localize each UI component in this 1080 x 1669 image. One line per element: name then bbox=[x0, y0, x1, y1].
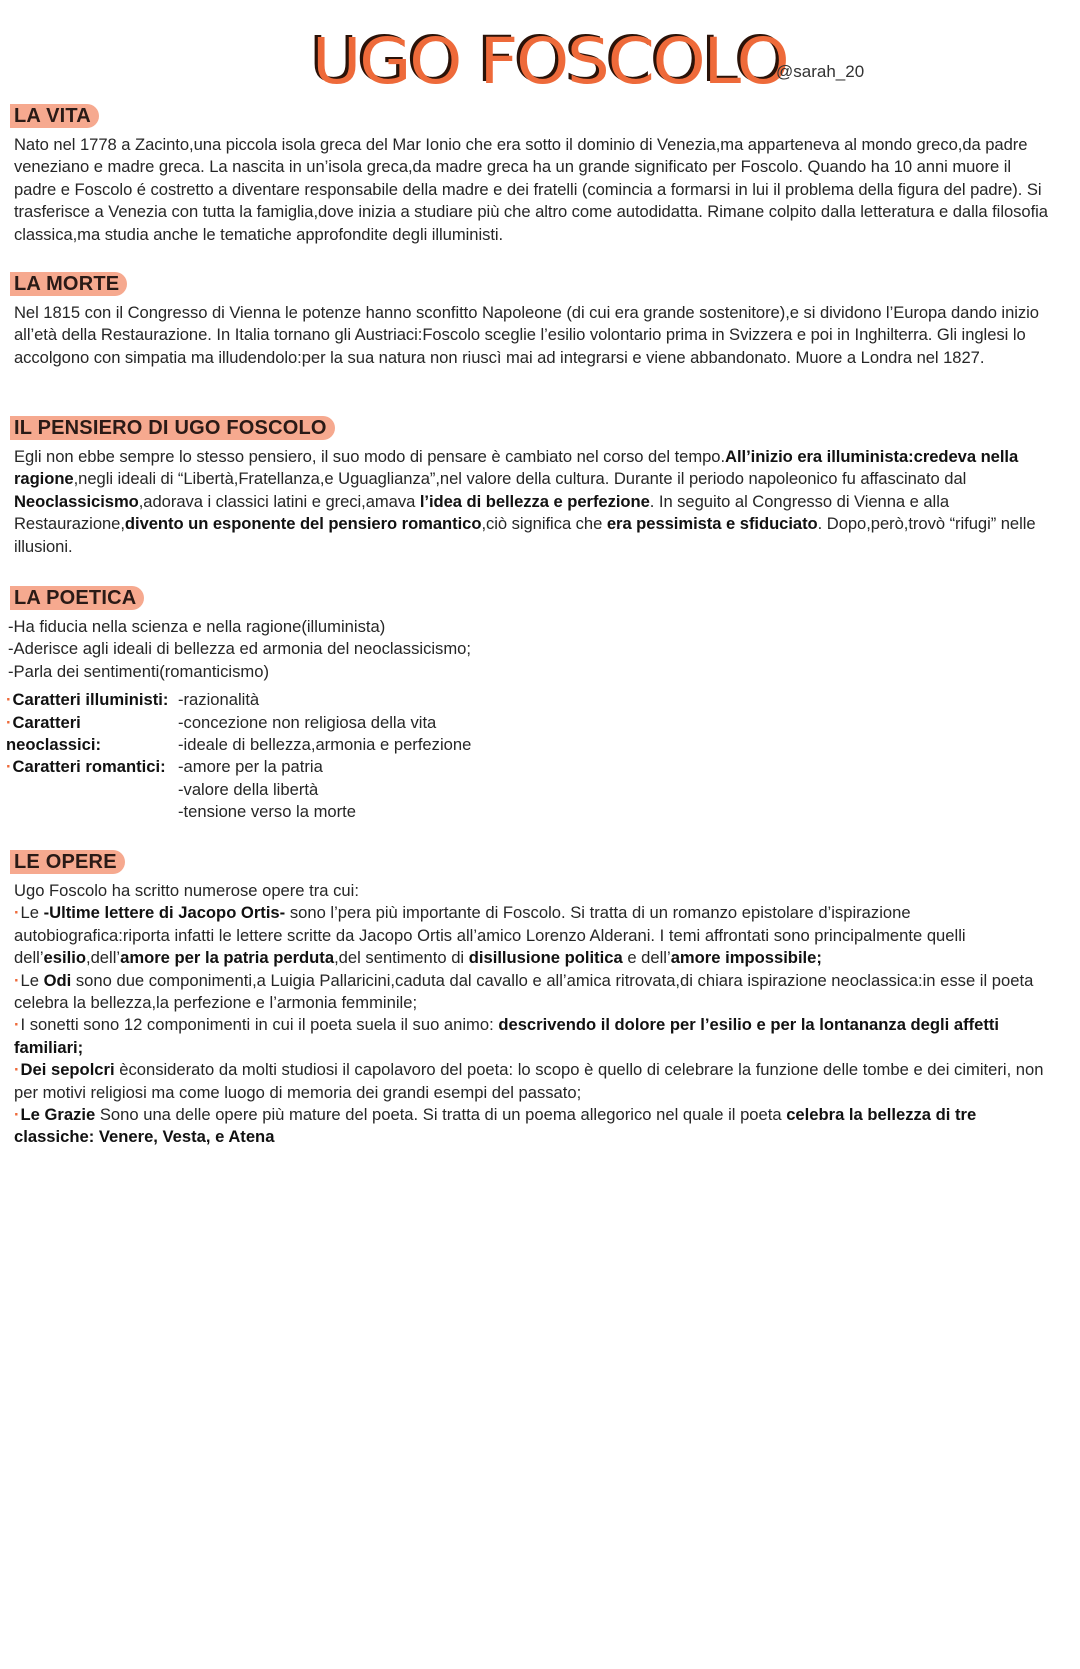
opere-intro: Ugo Foscolo ha scritto numerose opere tra cui: bbox=[14, 881, 359, 900]
poetica-lines bbox=[8, 616, 1080, 683]
section-heading-morte: LA MORTE bbox=[10, 272, 127, 296]
page-title: UGO FOSCOLO bbox=[312, 25, 788, 98]
bullet-dot-icon: · bbox=[14, 1105, 20, 1125]
trait-row-illuministi bbox=[6, 689, 1080, 711]
trait-row-neoclassici bbox=[6, 712, 1080, 757]
trait-value: -amore per la patria bbox=[178, 757, 323, 777]
pensiero-text: Egli non ebbe sempre lo stesso pensiero, il suo modo di pensare è cambiato nel corso del tempo. bbox=[14, 447, 726, 466]
vita-paragraph: Nato nel 1778 a Zacinto,una piccola isola greca del Mar Ionio che era sotto il dominio di Venezia,ma apparteneva al mondo greco,da padre veneziano e madre greca. La nascita in un’isola greca,da madre greca ha un grande significato per Foscolo. Quando ha 10 anni muore il padre e Foscolo é costretto a diventare responsabile della madre e dei fratelli (comincia a formarsi in lui il problema della figura del padre). Si trasferisce a Venezia con tutta la famiglia,dove inizia a studiare più che altro come autodidatta. Rimane colpito dalla letteratura e dalla filosofia classica,ma studia anche le tematiche approfondite degli illuministi. bbox=[14, 135, 1048, 244]
header bbox=[0, 22, 1080, 102]
traits-list bbox=[6, 689, 1080, 823]
bullet-dot-icon: · bbox=[6, 712, 12, 732]
section-heading-vita: LA VITA bbox=[10, 104, 99, 128]
bullet-dot-icon: · bbox=[6, 757, 12, 777]
pensiero-text: ,adorava i classici latini e greci,amava bbox=[138, 491, 420, 511]
pensiero-paragraph bbox=[14, 446, 1054, 558]
bullet-dot-icon: · bbox=[14, 903, 20, 923]
pensiero-emphasis: era pessimista e sfiduciato bbox=[606, 514, 818, 534]
trait-value: -ideale di bellezza,armonia e perfezione bbox=[178, 735, 472, 755]
trait-value: -tensione verso la morte bbox=[178, 802, 357, 822]
bullet-dot-icon: · bbox=[14, 1060, 20, 1080]
pensiero-text: ,negli ideali di “Libertà,Fratellanza,e Uguaglianza”,nel valore della cultura. Durante il periodo napoleonico fu affascinato dal bbox=[73, 469, 967, 489]
opera-sonetti: ·I sonetti sono 12 componimenti in cui il poeta suela il suo animo: descrivendo il dolore per l’esilio e per la lontananza degli affetti familiari; bbox=[14, 1015, 1000, 1057]
trait-label: Caratteri illuministi: bbox=[12, 690, 169, 710]
opera-sepolcri: ·Dei sepolcri èconsiderato da molti studiosi il capolavoro del poeta: lo scopo è quello di celebrare la funzione delle tombe e dei cimiteri, non per motivi religiosi ma come luogo di memoria dei grandi esempi del passato; bbox=[14, 1060, 1044, 1102]
bullet-dot-icon: · bbox=[14, 970, 20, 990]
pensiero-emphasis: l’idea di bellezza e perfezione bbox=[419, 491, 650, 511]
section-heading-opere: LE OPERE bbox=[10, 850, 125, 874]
pensiero-emphasis: All’inizio era illuminista:credeva nella ragione bbox=[14, 447, 1019, 489]
section-heading-pensiero: IL PENSIERO DI UGO FOSCOLO bbox=[10, 416, 335, 440]
trait-row-romantici bbox=[6, 756, 1080, 823]
section-vita bbox=[0, 104, 1080, 246]
trait-label: Caratteri romantici: bbox=[12, 757, 166, 777]
trait-label: Caratteri neoclassici: bbox=[6, 712, 102, 755]
opera-grazie: ·Le Grazie Sono una delle opere più mature del poeta. Si tratta di un poema allegorico nel quale il poeta celebra la bellezza di tre classiche: Venere, Vesta, e Atena bbox=[14, 1105, 977, 1147]
opera-ortis: ·Le -Ultime lettere di Jacopo Ortis- sono l’pera più importante di Foscolo. Si tratta di un romanzo epistolare d’ispirazione autobiografica:riporta infatti le lettere scritte da Jacopo Ortis all’amico Lorenzo Alderani. I temi affrontati sono principalmente quelli dell’esilio,dell’amore per la patria perduta,del sentimento di disillusione politica e dell’amore impossibile; bbox=[14, 903, 966, 968]
trait-value: -razionalità bbox=[178, 690, 260, 710]
trait-value: -concezione non religiosa della vita bbox=[178, 712, 437, 732]
pensiero-emphasis: Neoclassicismo bbox=[14, 491, 139, 511]
opera-odi: ·Le Odi sono due componimenti,a Luigia Pallaricini,caduta dal cavallo e all’amica ritrovata,di chiara ispirazione neoclassica:in esse il poeta celebra la bellezza,la perfezione e l’armonia femminile; bbox=[14, 970, 1034, 1013]
section-pensiero bbox=[0, 416, 1080, 558]
pensiero-text: . In seguito al Congresso di Vienna e alla Restaurazione, bbox=[14, 491, 950, 534]
bullet-dot-icon: · bbox=[14, 1015, 20, 1035]
pensiero-text: . Dopo,però,trovò “rifugi” nelle illusioni. bbox=[14, 514, 1036, 556]
poetica-line: -Parla dei sentimenti(romanticismo) bbox=[8, 661, 269, 681]
pensiero-emphasis: divento un esponente del pensiero romantico bbox=[124, 514, 482, 534]
opere-list bbox=[14, 880, 1060, 1149]
section-morte bbox=[0, 272, 1080, 369]
author-handle: @sarah_20 bbox=[776, 62, 865, 81]
trait-value: -valore della libertà bbox=[178, 779, 319, 799]
poetica-line: -Aderisce agli ideali di bellezza ed armonia del neoclassicismo; bbox=[8, 639, 472, 659]
morte-paragraph: Nel 1815 con il Congresso di Vienna le potenze hanno sconfitto Napoleone (di cui era grande sostenitore),e si dividono l’Europa dando inizio all’età della Restaurazione. In Italia tornano gli Austriaci:Foscolo sceglie l’esilio volontario prima in Svizzera e poi in Inghilterra. Gli inglesi lo accolgono con simpatia ma illudendolo:per la sua natura non riuscì mai ad integrarsi e viene abbandonato. Muore a Londra nel 1827. bbox=[14, 303, 1039, 367]
section-opere bbox=[0, 850, 1080, 1149]
section-poetica bbox=[0, 586, 1080, 824]
bullet-dot-icon: · bbox=[6, 690, 12, 710]
section-heading-poetica: LA POETICA bbox=[10, 586, 144, 610]
poetica-line: -Ha fiducia nella scienza e nella ragione(illuminista) bbox=[8, 617, 386, 636]
pensiero-text: ,ciò significa che bbox=[481, 514, 607, 534]
